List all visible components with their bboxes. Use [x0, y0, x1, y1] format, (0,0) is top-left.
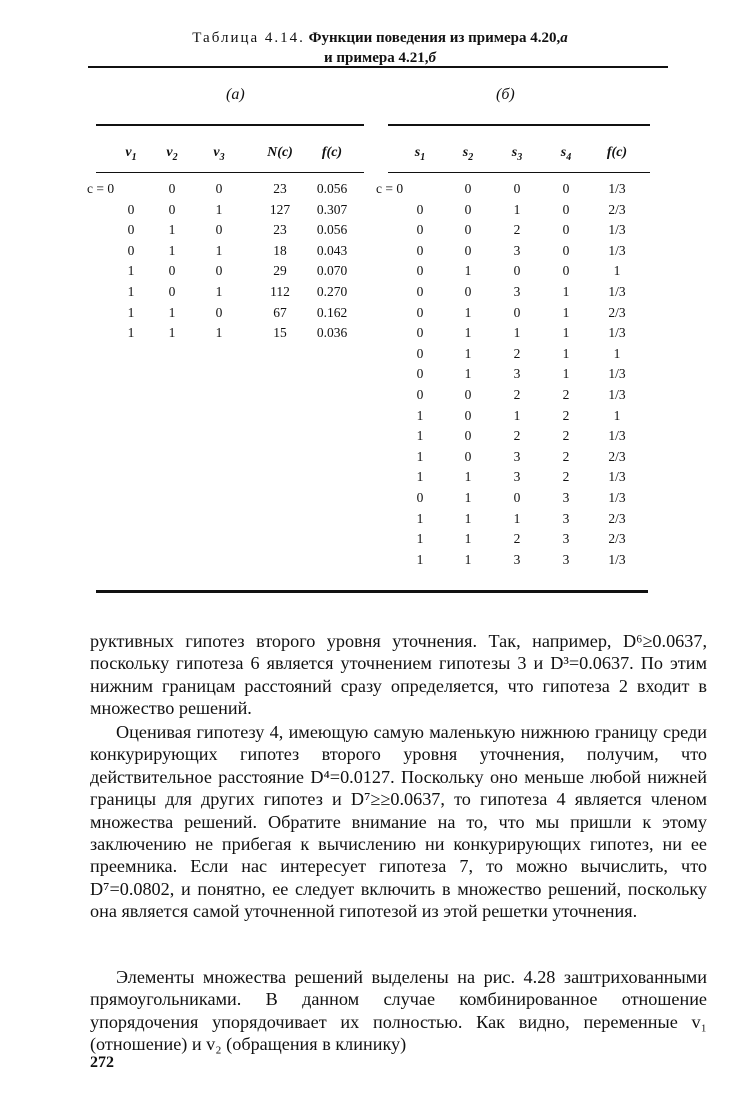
table_b-cell: 2/3: [608, 510, 626, 526]
caption-line-1: [90, 28, 670, 48]
table_b-cell: 0: [562, 222, 570, 238]
paragraph-2-text: Оценивая гипотезу 4, имеющую самую маленькую нижнюю границу среди конкурирующих гипотез второго уровня уточнения, получим, что действительное расстояние D⁴=0.0127. Поскольку оно меньше любой нижней границы для других гипотез и D⁷≥≥0.0637, то гипотеза 4 является членом множества решений. Обратите внимание на то, что мы пришли к этому заключению не прибегая к вычислению ни конкурирующих гипотез, ни ее преемника. Если нас интересует гипотеза 7, то можно вычислить, что D⁷=0.0802, и понятно, ее следует включить в множество решений, поскольку она является самой уточненной гипотезой из этой решетки уточнения.: [90, 722, 707, 922]
table_b-cell: 0: [416, 345, 424, 361]
table_b-cell: 2: [513, 531, 521, 547]
table_b-cell: 0: [416, 490, 424, 505]
table_b-cell: 2: [513, 387, 521, 402]
table_b-cell: 2: [513, 345, 521, 361]
table_a-cell: 29: [273, 263, 287, 279]
table_b-cell: 1/3: [608, 242, 626, 258]
table_b-cell: 3: [513, 284, 521, 299]
table_b-cell: 1: [613, 263, 621, 279]
table_b-cell: 1: [416, 428, 424, 444]
table_b-cell: 0: [562, 201, 570, 217]
table_b-header-4: f(c): [606, 145, 628, 160]
table_b-cell: 2/3: [608, 448, 626, 464]
table_b-cell: 2: [513, 222, 521, 238]
table_b-cell: 1: [464, 304, 472, 320]
table_b-cell: 1: [562, 366, 570, 382]
table_b-cell: 3: [513, 242, 521, 258]
table_b-cell: 3: [562, 490, 570, 505]
caption-text: Функции поведения из примера 4.20,: [304, 30, 561, 46]
table_b-header-3: $s_4$: [560, 145, 572, 163]
table_b-cell: 2: [562, 469, 570, 485]
table_a-cell: 112: [270, 284, 290, 299]
table-a-sub-rule: [96, 172, 364, 173]
table_a-cell: 0.307: [316, 201, 348, 217]
table_b-cell: 0: [562, 263, 570, 279]
table_a-cell: 0.270: [316, 284, 348, 299]
table_b-cell: 0: [464, 242, 472, 258]
caption-line-2: [90, 48, 670, 68]
table_b-cell: 0: [416, 366, 424, 382]
table_b-cell: c = 0: [376, 181, 404, 196]
table_a-cell: 0: [127, 201, 135, 217]
table_a-cell: 127: [269, 201, 291, 217]
top-rule: [88, 66, 668, 68]
table_b-cell: 1: [416, 448, 424, 464]
caption-a-mark: а: [560, 30, 568, 46]
table_b-cell: 3: [562, 510, 570, 526]
table_b-cell: 0: [464, 387, 472, 402]
table_b-cell: 1: [416, 551, 424, 567]
table_b-cell: 0: [464, 284, 472, 299]
table_a-cell: 0: [168, 284, 176, 299]
table_b-cell: 1: [562, 304, 570, 320]
table_a-cell: 23: [273, 181, 287, 196]
table_b-cell: 2/3: [608, 531, 626, 547]
table_b-cell: 1: [562, 284, 570, 299]
table_b-cell: 0: [416, 263, 424, 279]
table_b-cell: 1: [513, 325, 521, 341]
table_b-cell: 1: [416, 407, 424, 423]
table_b-cell: 1: [464, 263, 472, 279]
table_b-cell: 1/3: [608, 469, 626, 485]
table_b-cell: 1: [464, 551, 472, 567]
caption-label: Таблица 4.14.: [192, 30, 305, 46]
table_b-cell: 0: [416, 242, 424, 258]
table_b-cell: 3: [562, 551, 570, 567]
table-b-header-rule: [388, 124, 650, 126]
table_b-cell: 1: [562, 325, 570, 341]
table_a-cell: c = 0: [87, 181, 115, 196]
table-a-subtitle: (а): [226, 86, 245, 103]
table_b-cell: 1: [416, 510, 424, 526]
table_b-cell: 0: [416, 304, 424, 320]
table-b-subtitle: (б): [496, 86, 515, 103]
table_b-cell: 1: [416, 469, 424, 485]
table_b-cell: 1: [464, 325, 472, 341]
table_a-cell: 0: [215, 304, 223, 320]
table_b-cell: 1/3: [608, 387, 626, 402]
table_b-cell: 2/3: [608, 201, 626, 217]
table_b-cell: 1/3: [608, 428, 626, 444]
table_b-cell: 0: [464, 201, 472, 217]
table_b-cell: 0: [416, 201, 424, 217]
table_a-cell: 0: [215, 222, 223, 238]
caption-b-mark: б: [428, 50, 436, 66]
paragraph-3-text: Элементы множества решений выделены на рис. 4.28 заштрихованными прямоугольниками. В данном случае комбинированное отношение упорядочения упорядочивает их полностью. Как видно, переменные v₁ (отношение) и v₂ (обращения в клинику): [90, 967, 707, 1055]
table_b-cell: 1: [464, 469, 472, 485]
table_b-cell: 0: [562, 181, 570, 196]
table_a-cell: 1: [215, 201, 223, 217]
table_a-header-4: f(c): [321, 145, 343, 160]
table_a-cell: 0.056: [316, 222, 348, 238]
table_b-cell: 2: [562, 407, 570, 423]
table_b-cell: 0: [513, 490, 521, 505]
table_a-cell: 0: [127, 242, 135, 258]
table_a-cell: 0: [168, 263, 176, 279]
table_b-cell: 1/3: [608, 490, 626, 505]
table_b-cell: 0: [464, 448, 472, 464]
table_b-cell: 2: [562, 387, 570, 402]
table_a-header-3: N(c): [267, 145, 293, 160]
table_b-cell: 3: [513, 366, 521, 382]
table_b-cell: 1/3: [608, 181, 626, 196]
table_b-cell: 1: [562, 345, 570, 361]
table_b-cell: 0: [562, 242, 570, 258]
table_b-header-2: $s_3$: [511, 145, 523, 163]
table_b-cell: 2: [513, 428, 521, 444]
table_a-cell: 1: [168, 222, 176, 238]
table_b-cell: 2: [562, 448, 570, 464]
paragraph-3: [90, 966, 707, 1056]
table_b-cell: 2: [562, 428, 570, 444]
table_b-cell: 0: [513, 263, 521, 279]
table_b-cell: 0: [416, 222, 424, 238]
table_b-cell: 1: [464, 345, 472, 361]
page-number: 272: [90, 1054, 114, 1071]
table_a-cell: 1: [127, 325, 135, 341]
table_b-cell: 1: [513, 510, 521, 526]
table_a-cell: 1: [168, 304, 176, 320]
table_a-cell: 0: [127, 222, 135, 238]
table_b-cell: 1: [513, 201, 521, 217]
table_b-cell: 0: [416, 325, 424, 341]
table_a-cell: 18: [273, 242, 287, 258]
table_b-cell: 0: [513, 181, 521, 196]
paragraph-2: [90, 721, 707, 923]
table_b-cell: 3: [513, 469, 521, 485]
table_b-cell: 3: [513, 551, 521, 567]
table_b-cell: 1/3: [608, 551, 626, 567]
table_a-cell: 1: [215, 284, 223, 299]
table_a-cell: 1: [127, 263, 135, 279]
table_b-cell: 1: [416, 531, 424, 547]
table_b-cell: 1/3: [608, 284, 626, 299]
table_b-cell: 1/3: [608, 325, 626, 341]
table_b-cell: 0: [464, 407, 472, 423]
table_a-cell: 67: [273, 304, 287, 320]
table_b-cell: 1: [464, 531, 472, 547]
paragraph-1-text: руктивных гипотез второго уровня уточнения. Так, например, D⁶≥0.0637, поскольку гипотеза 6 является уточнением гипотезы 3 и D³=0.0637. По этим нижним границам расстояний сразу определяется, что гипотеза 2 входит в множество решений.: [90, 631, 707, 719]
table_b-cell: 3: [513, 448, 521, 464]
table_a-cell: 15: [273, 325, 287, 341]
table_a-cell: 0.056: [316, 181, 348, 196]
table_a-cell: 1: [168, 242, 176, 258]
table_a-cell: 0: [215, 181, 223, 196]
table_a-header-0: $v_1$: [125, 145, 137, 163]
table_a-cell: 1: [127, 284, 135, 299]
bottom-rule: [96, 590, 648, 593]
table_b-cell: 0: [464, 181, 472, 196]
table_b-cell: 0: [416, 387, 424, 402]
table_b-cell: 0: [513, 304, 521, 320]
table_b-cell: 1/3: [608, 366, 626, 382]
table_a-cell: 1: [168, 325, 176, 341]
table-caption: [90, 28, 670, 68]
table_a-cell: 1: [127, 304, 135, 320]
table_b-cell: 0: [464, 428, 472, 444]
table_b-cell: 1: [464, 366, 472, 382]
table_b-cell: 3: [562, 531, 570, 547]
table_a-cell: 0.043: [316, 242, 348, 258]
table_a-cell: 1: [215, 325, 223, 341]
paragraph-1: [90, 630, 707, 720]
table_b-header-0: $s_1$: [414, 145, 426, 163]
table_b-cell: 1: [613, 345, 621, 361]
table_a-cell: 0.162: [316, 304, 348, 320]
table_b-cell: 1: [464, 510, 472, 526]
table_a-header-1: $v_2$: [166, 145, 178, 163]
table-a-header-rule: [96, 124, 364, 126]
table_b-cell: 0: [464, 222, 472, 238]
table_a-cell: 0: [168, 201, 176, 217]
table_b-cell: 1: [464, 490, 472, 505]
table_a-cell: 0.036: [316, 325, 348, 341]
table_b-cell: 0: [416, 284, 424, 299]
table_b-cell: 1: [513, 407, 521, 423]
table_a-cell: 0.070: [316, 263, 348, 279]
table_a-cell: 0: [215, 263, 223, 279]
table_a-header-2: $v_3$: [213, 145, 225, 163]
table-b-sub-rule: [388, 172, 650, 173]
table_a-cell: 23: [273, 222, 287, 238]
table_b-cell: 1: [613, 407, 621, 423]
table_b-cell: 1/3: [608, 222, 626, 238]
caption-line2-text: и примера 4.21,: [324, 50, 429, 66]
table_b-header-1: $s_2$: [462, 145, 474, 163]
table_a-cell: 0: [168, 181, 176, 196]
table_b-cell: 2/3: [608, 304, 626, 320]
table_a-cell: 1: [215, 242, 223, 258]
